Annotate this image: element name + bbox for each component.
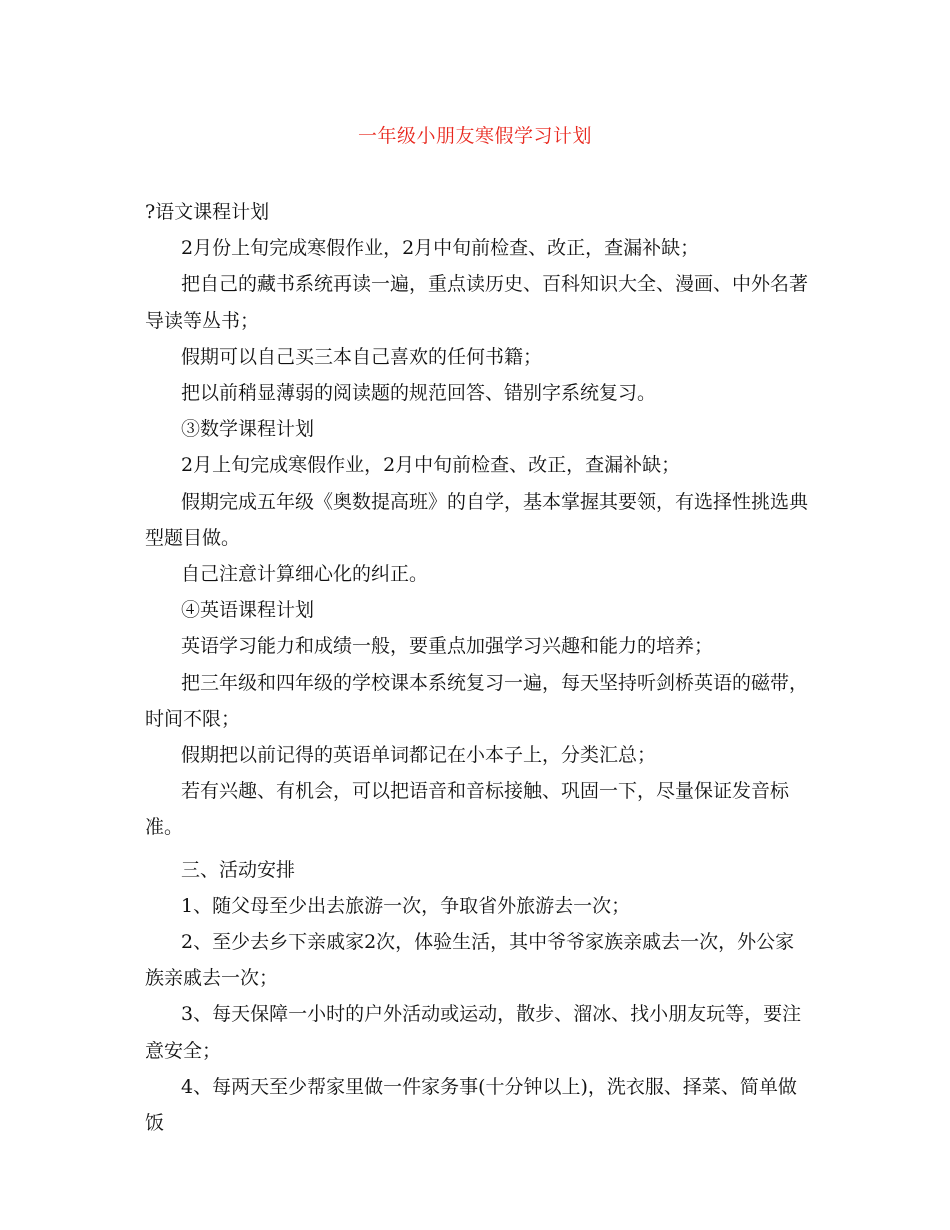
paragraph: 把自己的藏书系统再读一遍，重点读历史、百科知识大全、漫画、中外名著导读等丛书； <box>145 273 809 332</box>
paragraph: 若有兴趣、有机会，可以把语音和音标接触、巩固一下，尽量保证发音标准。 <box>145 780 790 839</box>
paragraph: 1、随父母至少出去旅游一次，争取省外旅游去一次； <box>181 894 631 917</box>
paragraph: 英语学习能力和成绩一般，要重点加强学习兴趣和能力的培养； <box>181 635 714 658</box>
paragraph-math-plan-heading: ③数学课程计划 <box>181 418 315 441</box>
paragraph: 把三年级和四年级的学校课本系统复习一遍，每天坚持听剑桥英语的磁带，时间不限； <box>145 671 809 730</box>
paragraph: 假期可以自己买三本自己喜欢的任何书籍； <box>181 345 543 368</box>
paragraph: 4、每两天至少帮家里做一件家务事(十分钟以上)，洗衣服、择菜、简单做饭 <box>145 1075 797 1135</box>
paragraph: 2、至少去乡下亲戚家2次，体验生活，其中爷爷家族亲戚去一次，外公家族亲戚去一次； <box>145 931 795 990</box>
paragraph: 2月上旬完成寒假作业，2月中旬前检查、改正，查漏补缺； <box>181 454 681 477</box>
paragraph-english-plan-heading: ④英语课程计划 <box>181 599 315 622</box>
paragraph: 自己注意计算细心化的纠正。 <box>181 563 429 586</box>
document-title: 一年级小朋友寒假学习计划 <box>357 125 592 147</box>
paragraph: 假期把以前记得的英语单词都记在小本子上，分类汇总； <box>181 744 657 767</box>
paragraph: 把以前稍显薄弱的阅读题的规范回答、错别字系统复习。 <box>181 382 657 405</box>
document-body <box>145 194 810 1141</box>
paragraph-chinese-plan-heading: ?语文课程计划 <box>145 201 270 223</box>
paragraph-activities-heading: 三、活动安排 <box>181 858 296 881</box>
paragraph: 3、每天保障一小时的户外活动或运动，散步、溜冰、找小朋友玩等，要注意安全； <box>145 1003 802 1062</box>
paragraph: 2月份上旬完成寒假作业，2月中旬前检查、改正，查漏补缺； <box>181 237 700 260</box>
paragraph: 假期完成五年级《奥数提高班》的自学，基本掌握其要领，有选择性挑选典型题目做。 <box>145 490 809 549</box>
